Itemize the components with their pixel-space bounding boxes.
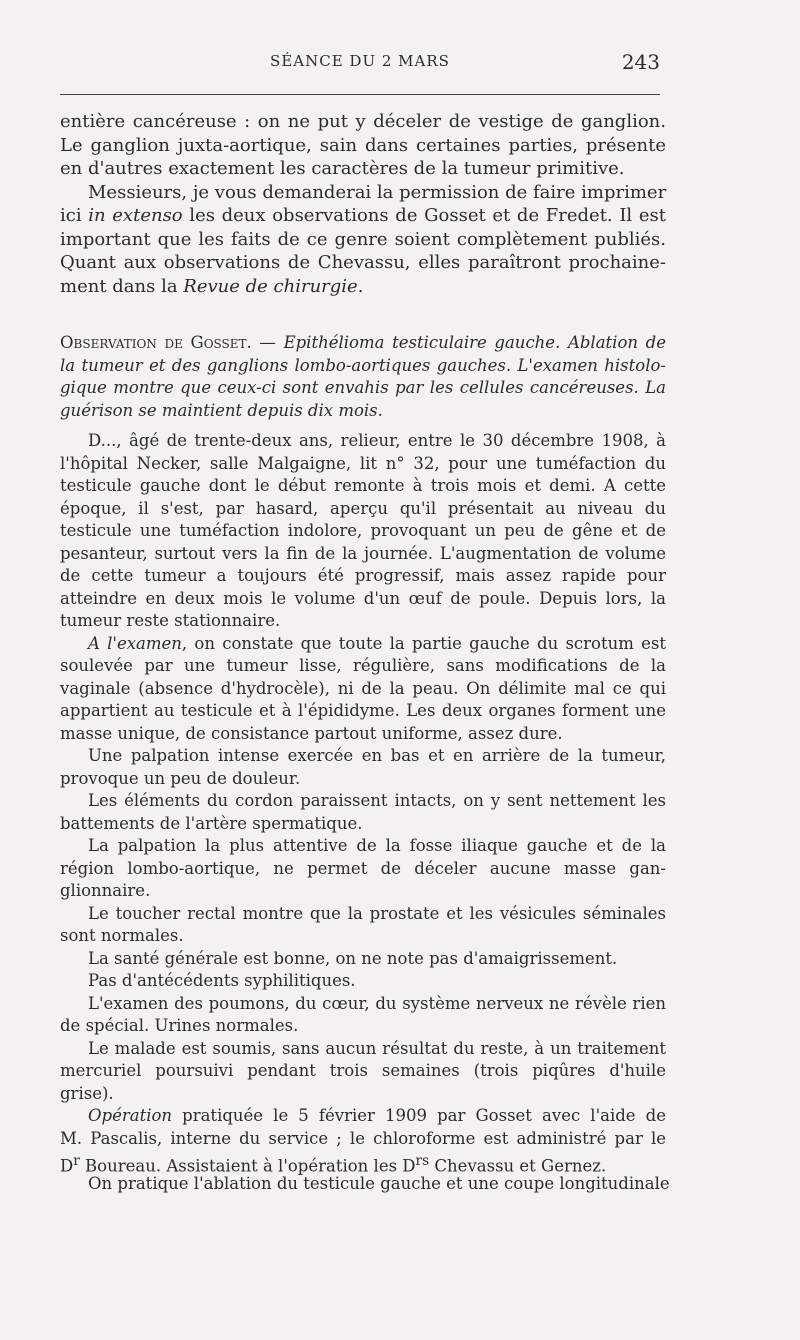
text-line bbox=[60, 1150, 666, 1176]
running-head bbox=[60, 52, 660, 80]
text-run: , on constate que toute la partie gauche du scrotum est bbox=[181, 633, 666, 653]
italic-run: Revue de chirurgie bbox=[183, 275, 358, 297]
italic-run: in extenso bbox=[88, 205, 183, 226]
text-run: ici bbox=[60, 205, 89, 226]
italic-run: Epithélioma testiculaire gauche. Ablation de bbox=[283, 333, 666, 352]
text-line: testicule gauche dont le début remonte à trois mois et demi. A cette bbox=[60, 476, 666, 495]
text-line: de spécial. Urines normales. bbox=[60, 1016, 299, 1035]
text-line: L'examen des poumons, du cœur, du système nerveux ne révèle rien bbox=[88, 993, 666, 1013]
text-line: vaginale (absence d'hydrocèle), ni de la peau. On délimite mal ce qui bbox=[60, 678, 666, 698]
observation-heading bbox=[60, 332, 666, 422]
text-line: époque, il s'est, par hasard, aperçu qu'il présentait au niveau du bbox=[60, 498, 666, 518]
text-line: appartient au testicule et à l'épididyme. Les deux organes forment une bbox=[60, 701, 666, 720]
text-line: testicule une tuméfaction indolore, provoquant un peu de gêne et de bbox=[60, 521, 666, 540]
text-line bbox=[60, 332, 666, 355]
text-line: important que les faits de ce genre soient complètement publiés. bbox=[60, 228, 666, 250]
text-line: tumeur reste stationnaire. bbox=[60, 611, 281, 630]
intro-paragraphs bbox=[60, 110, 666, 298]
italic-run: A l'examen bbox=[88, 633, 182, 653]
text-line: l'hôpital Necker, salle Malgaigne, lit n° 32, pour une tuméfaction du bbox=[60, 453, 666, 473]
text-line: Messieurs, je vous demanderai la permission de faire imprimer bbox=[88, 181, 667, 203]
text-line: en d'autres exactement les caractères de la tumeur primitive. bbox=[60, 158, 625, 179]
text-line bbox=[60, 1105, 666, 1128]
text-line: Le toucher rectal montre que la prostate et les vésicules séminales bbox=[88, 903, 666, 923]
text-line: entière cancéreuse : on ne put y déceler de vestige de ganglion. bbox=[60, 111, 666, 132]
text-line: de cette tumeur a toujours été progressif, mais assez rapide pour bbox=[60, 566, 666, 585]
text-line: D..., âgé de trente-deux ans, relieur, entre le 30 décembre 1908, à bbox=[88, 431, 666, 450]
running-title: SÉANCE DU 2 MARS bbox=[270, 52, 450, 70]
text-line: masse unique, de consistance partout uniforme, assez dure. bbox=[60, 723, 563, 743]
text-line: sont normales. bbox=[60, 926, 184, 945]
page-number: 243 bbox=[621, 50, 660, 74]
text-line: La palpation la plus attentive de la fosse iliaque gauche et de la bbox=[88, 836, 666, 855]
text-line: On pratique l'ablation du testicule gauche et une coupe longitudinale bbox=[88, 1173, 670, 1193]
text-line: soulevée par une tumeur lisse, régulière, sans modifications de la bbox=[60, 656, 666, 675]
text-line: pesanteur, surtout vers la fin de la journée. L'augmentation de volume bbox=[60, 543, 666, 563]
text-line: grise). bbox=[60, 1083, 114, 1103]
text-line: guérison se maintient depuis dix mois. bbox=[60, 400, 383, 420]
text-line: Quant aux observations de Chevassu, elles paraîtront prochaine- bbox=[60, 252, 666, 273]
text-run: les deux observations de Gosset et de Fredet. Il est bbox=[182, 205, 666, 226]
text-line: Pas d'antécédents syphilitiques. bbox=[88, 971, 356, 990]
text-line: glionnaire. bbox=[60, 881, 151, 900]
text-run: Chevassu et Gernez. bbox=[429, 1156, 607, 1176]
italic-run: Opération bbox=[88, 1106, 173, 1125]
text-line: M. Pascalis, interne du service ; le chloroforme est administré par le bbox=[60, 1128, 666, 1148]
text-line: la tumeur et des ganglions lombo-aortiques gauches. L'examen histolo- bbox=[60, 355, 666, 375]
text-run: — bbox=[251, 333, 284, 352]
text-line: atteindre en deux mois le volume d'un œuf de poule. Depuis lors, la bbox=[60, 588, 666, 608]
text-line: Le malade est soumis, sans aucun résultat du reste, à un traitement bbox=[88, 1038, 666, 1058]
text-run: ment dans la bbox=[60, 275, 184, 297]
text-run: pratiquée le 5 février 1909 par Gosset avec l'aide de bbox=[172, 1106, 666, 1125]
header-rule bbox=[60, 94, 660, 95]
superscript: r bbox=[73, 1153, 80, 1169]
text-line: région lombo-aortique, ne permet de déceler aucune masse gan- bbox=[60, 858, 666, 878]
superscript: rs bbox=[415, 1153, 430, 1169]
text-line: La santé générale est bonne, on ne note pas d'amaigrissement. bbox=[88, 948, 618, 968]
text-line: battements de l'artère spermatique. bbox=[60, 813, 363, 833]
text-line bbox=[60, 633, 666, 656]
text-line: provoque un peu de douleur. bbox=[60, 768, 301, 788]
text-line: mercuriel poursuivi pendant trois semaines (trois piqûres d'huile bbox=[60, 1061, 666, 1080]
text-run: . bbox=[357, 275, 364, 297]
text-line: Le ganglion juxta-aortique, sain dans certaines parties, présente bbox=[60, 134, 666, 156]
text-run: D bbox=[60, 1156, 74, 1176]
text-line: Une palpation intense exercée en bas et en arrière de la tumeur, bbox=[88, 746, 666, 765]
text-line: gique montre que ceux-ci sont envahis par les cellules cancéreuses. La bbox=[60, 378, 666, 397]
text-line bbox=[60, 204, 666, 228]
observation-label: Observation de Gosset. bbox=[60, 333, 252, 352]
case-body bbox=[60, 430, 670, 1195]
text-line bbox=[60, 275, 666, 299]
text-line: Les éléments du cordon paraissent intacts, on y sent nettement les bbox=[88, 791, 666, 810]
text-run: Boureau. Assistaient à l'opération les D bbox=[79, 1156, 416, 1176]
